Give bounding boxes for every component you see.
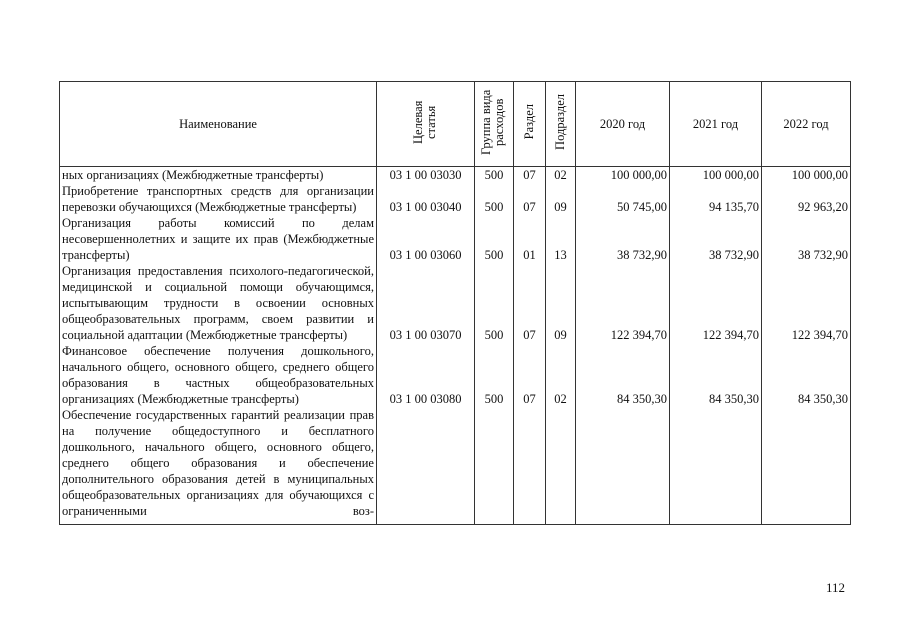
row-name: Финансовое обеспечение получения дошкольного, начального общего, основного общего, среднего общего образования в частных общеобразовательных организациях (Межбюджетные трансферты) (60, 343, 377, 407)
row-2022: 84 350,30 (762, 343, 851, 407)
row-name: Организация работы комиссий по делам несовершеннолетних и защите их прав (Межбюджетные трансферты) (60, 215, 377, 263)
row-gruppa: 500 (475, 215, 514, 263)
header-year-2021: 2021 год (670, 82, 762, 167)
table-row (60, 167, 851, 184)
row-gruppa (475, 407, 514, 519)
row-2021: 84 350,30 (670, 343, 762, 407)
header-year-2020: 2020 год (576, 82, 670, 167)
row-name: Приобретение транспортных средств для организации перевозки обучающихся (Межбюджетные трансферты) (60, 183, 377, 215)
header-gruppa-vida-rashodov: Группа вида расходов (475, 82, 514, 167)
header-razdel: Раздел (514, 82, 546, 167)
row-celevaya-statya: 03 1 00 03070 (377, 263, 475, 343)
table-row (60, 263, 851, 343)
row-podrazdel: 13 (546, 215, 576, 263)
row-celevaya-statya: 03 1 00 03060 (377, 215, 475, 263)
header-year-2022: 2022 год (762, 82, 851, 167)
header-celevaya-statya: Целевая статья (377, 82, 475, 167)
row-razdel: 07 (514, 343, 546, 407)
row-celevaya-statya: 03 1 00 03030 (377, 167, 475, 184)
header-podrazdel: Подраздел (546, 82, 576, 167)
budget-table (59, 81, 851, 525)
row-celevaya-statya: 03 1 00 03040 (377, 183, 475, 215)
row-2021: 100 000,00 (670, 167, 762, 184)
row-2020: 100 000,00 (576, 167, 670, 184)
table-row (60, 407, 851, 519)
row-name: Организация предоставления психолого-педагогической, медицинской и социальной помощи обучающимся, испытывающим трудности в освоении основных общеобразовательных программ, своем развитии и социальной адаптации (Межбюджетные трансферты) (60, 263, 377, 343)
row-podrazdel: 02 (546, 343, 576, 407)
row-2022: 122 394,70 (762, 263, 851, 343)
row-podrazdel (546, 407, 576, 519)
row-2020: 38 732,90 (576, 215, 670, 263)
row-razdel: 01 (514, 215, 546, 263)
table-row (60, 215, 851, 263)
header-name: Наименование (60, 82, 377, 167)
row-2021: 122 394,70 (670, 263, 762, 343)
row-celevaya-statya (377, 407, 475, 519)
row-celevaya-statya: 03 1 00 03080 (377, 343, 475, 407)
row-2020: 84 350,30 (576, 343, 670, 407)
row-2020: 122 394,70 (576, 263, 670, 343)
row-gruppa: 500 (475, 343, 514, 407)
row-razdel: 07 (514, 167, 546, 184)
row-2021 (670, 407, 762, 519)
row-2020: 50 745,00 (576, 183, 670, 215)
row-razdel (514, 407, 546, 519)
row-2022: 100 000,00 (762, 167, 851, 184)
row-2021: 38 732,90 (670, 215, 762, 263)
row-2022: 38 732,90 (762, 215, 851, 263)
table-bottom-edge (60, 519, 851, 525)
row-razdel: 07 (514, 263, 546, 343)
row-podrazdel: 09 (546, 263, 576, 343)
row-gruppa: 500 (475, 183, 514, 215)
row-gruppa: 500 (475, 263, 514, 343)
row-2022 (762, 407, 851, 519)
page-number: 112 (826, 580, 846, 595)
table-row (60, 343, 851, 407)
table-row (60, 183, 851, 215)
row-2021: 94 135,70 (670, 183, 762, 215)
row-podrazdel: 09 (546, 183, 576, 215)
row-razdel: 07 (514, 183, 546, 215)
row-2022: 92 963,20 (762, 183, 851, 215)
row-name: ных организациях (Межбюджетные трансферты) (60, 167, 377, 184)
row-name: Обеспечение государственных гарантий реализации прав на получение общедоступного и бесплатного дошкольного, начального общего, основного общего, среднего общего образования и обеспечение дополнительного образования детей в муниципальных общеобразовательных организациях для обучающихся с ограниченными воз- (60, 407, 377, 519)
table-header-row (60, 82, 851, 167)
row-2020 (576, 407, 670, 519)
row-gruppa: 500 (475, 167, 514, 184)
row-podrazdel: 02 (546, 167, 576, 184)
